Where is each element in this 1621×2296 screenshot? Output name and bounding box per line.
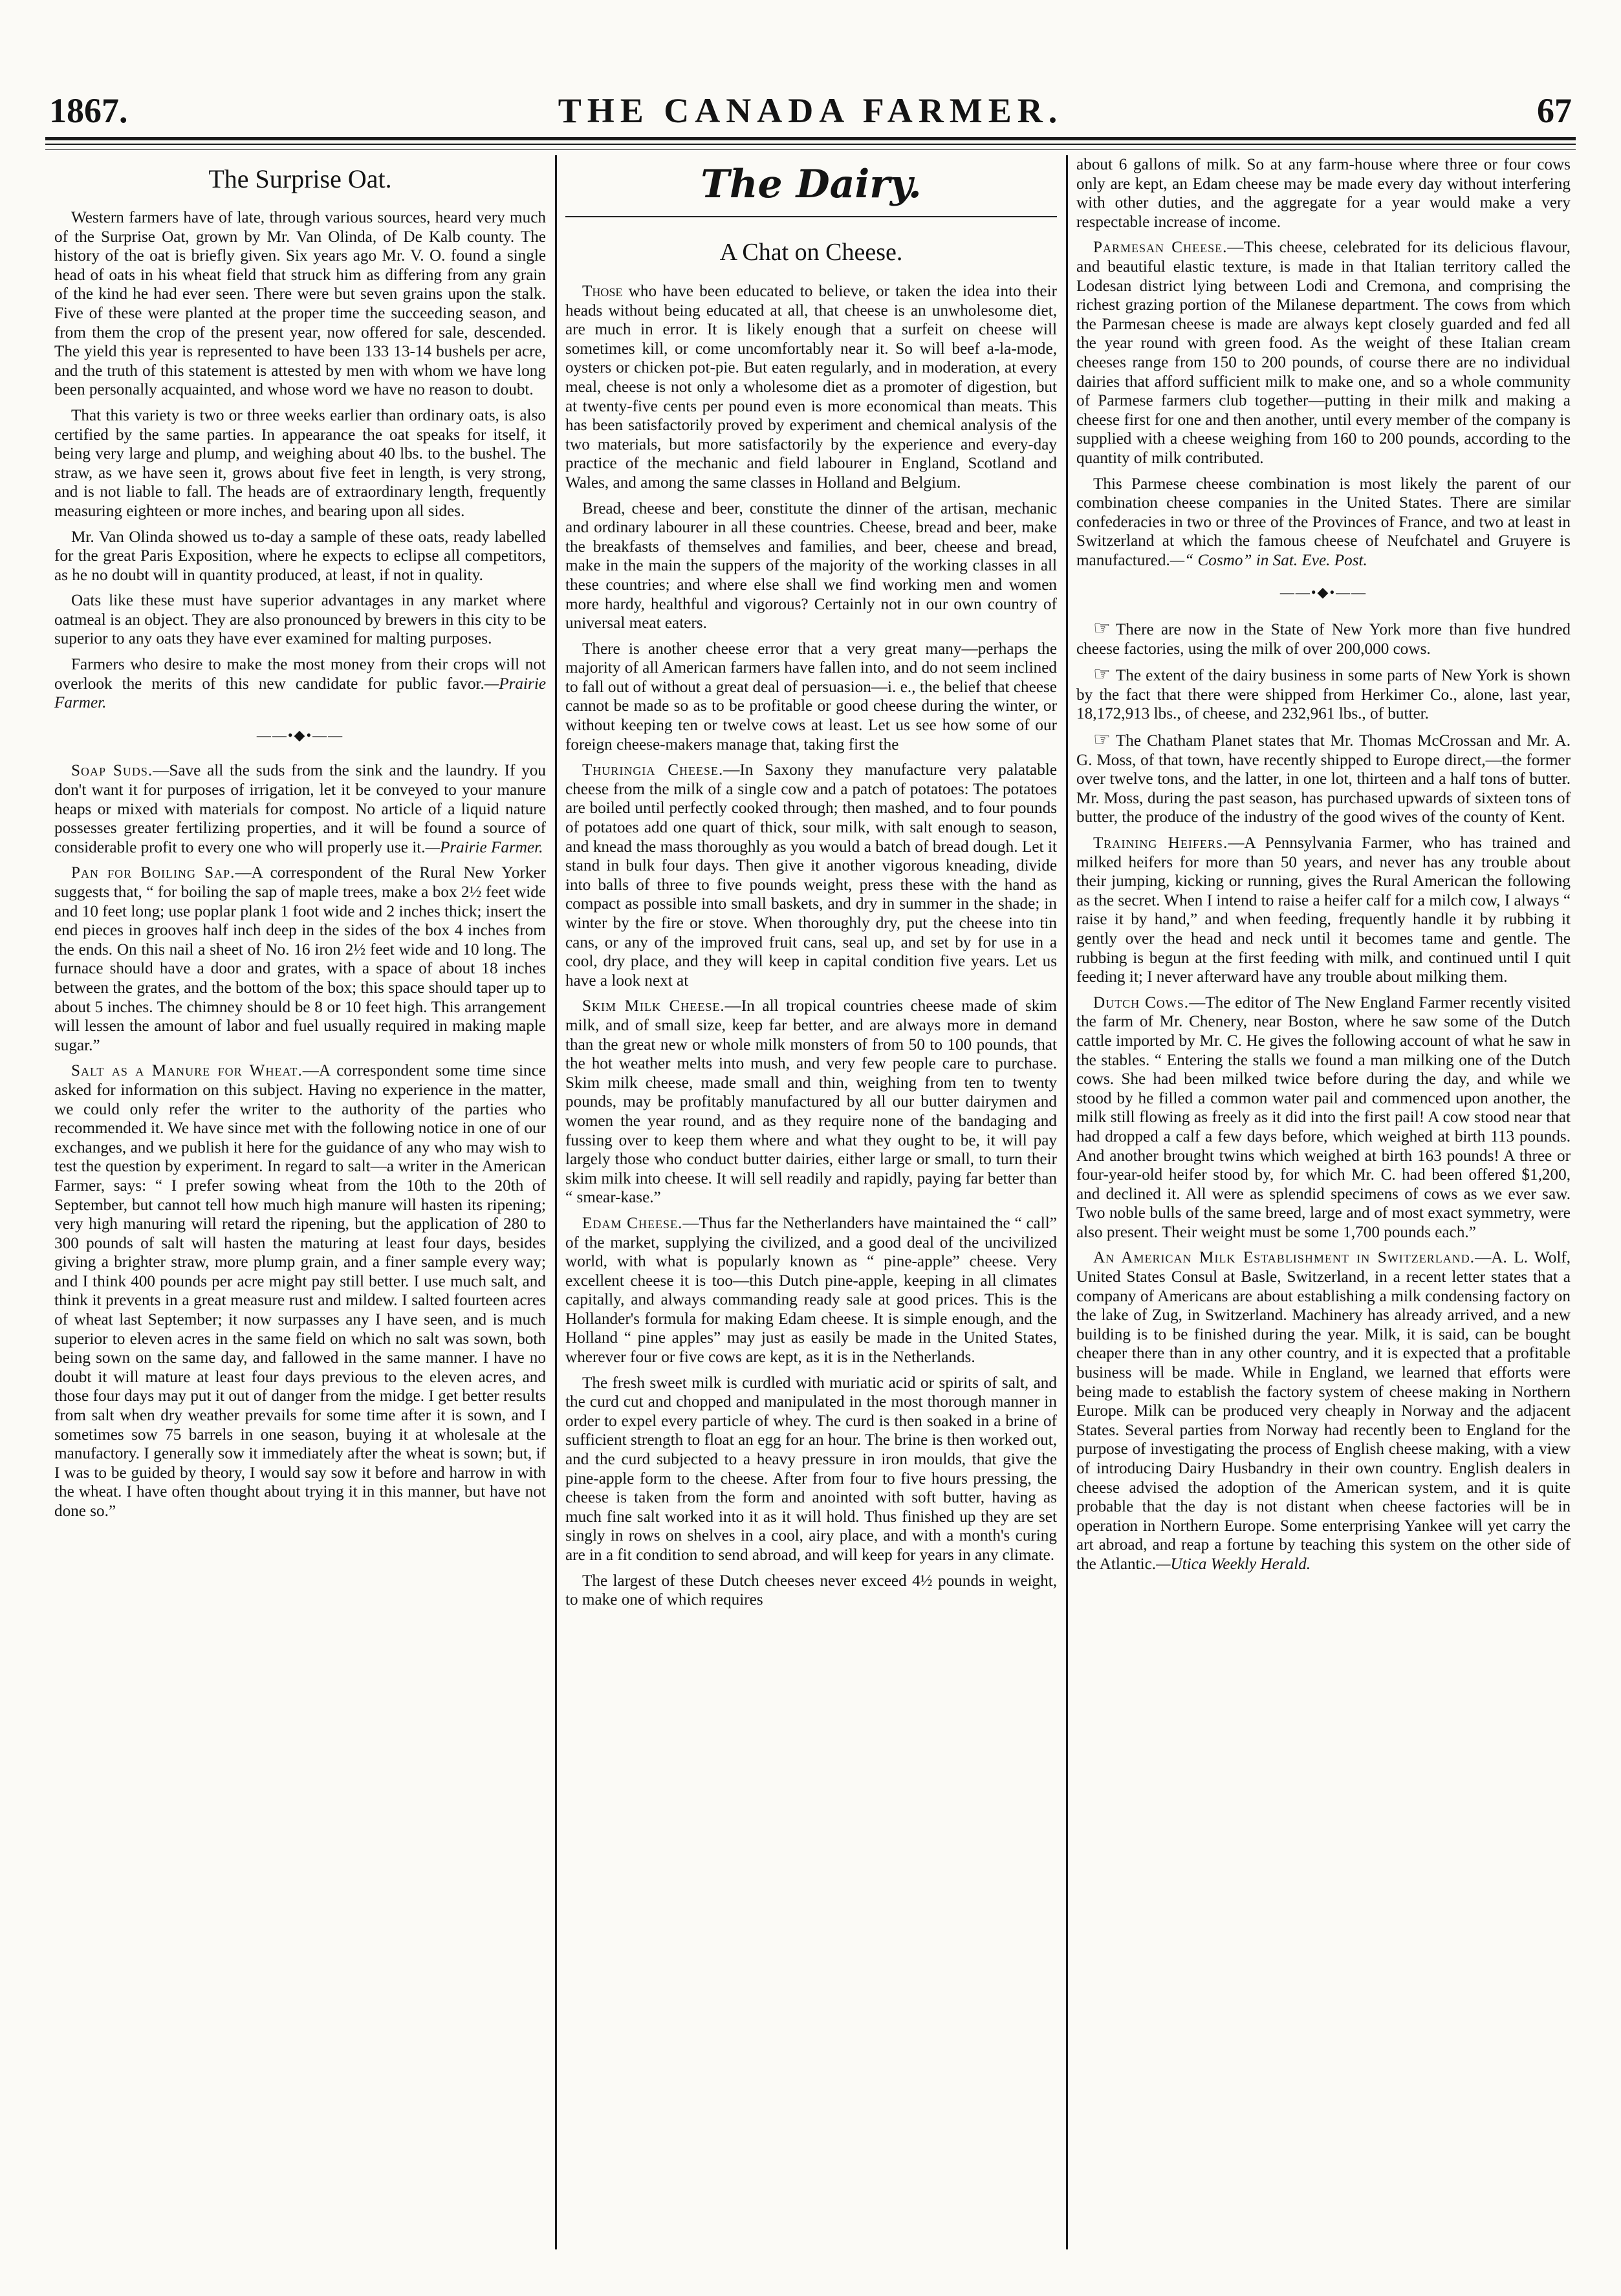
source-signature: —Prairie Farmer. — [54, 675, 546, 712]
salt-manure-paragraph — [54, 1061, 546, 1521]
pointing-hand-icon: ☞ — [1093, 664, 1111, 686]
article-heading-surprise-oat: The Surprise Oat. — [208, 164, 392, 193]
largest-cheese-paragraph: The largest of these Dutch cheeses never exceed 4½ pounds in weight, to make one of which requires — [565, 1572, 1057, 1609]
masthead-year: 1867. — [49, 91, 128, 130]
masthead-page-number: 67 — [1537, 91, 1572, 130]
surprise-oat-paragraph-5 — [54, 655, 546, 713]
surprise-oat-paragraph-3: Mr. Van Olinda showed us to-day a sample of these oats, ready labelled for the great Paris Exposition, where he expects to eclipse all competitors, as he no doubt will in quantity produced, at least, if not in quality. — [54, 528, 546, 584]
article-heading-chat-on-cheese: A Chat on Cheese. — [719, 239, 903, 266]
surprise-oat-paragraph-2: That this variety is two or three weeks earlier than ordinary oats, is also certified by the same parties. In appearance the oat speaks for itself, it being very large and plump, and weighing about 40 lbs. to the bushel. The straw, as we have seen it, grows about five feet in length, is very strong, and is not liable to fall. The heads are of extraordinary length, frequently measuring eighteen or more inches, and bearing upon all sides. — [54, 406, 546, 520]
dutch-cows-paragraph — [1076, 993, 1571, 1242]
cheese-paragraph-3: There is another cheese error that a very great many—perhaps the majority of all American farmers have fallen into, and do not seem inclined to fall out of without a great deal of persuasion—i. e., the belief that cheese cannot be made so as to be profitable or good cheese during the winter, or without keeping ten or twelve cows at least. Let us see how some of our foreign cheese-makers manage that, taking first the — [565, 640, 1057, 753]
source-signature: —Utica Weekly Herald. — [1156, 1555, 1311, 1573]
source-signature: —“ Cosmo” in Sat. Eve. Post. — [1170, 551, 1367, 569]
note-herkimer-shipments — [1076, 665, 1571, 724]
pointing-hand-icon: ☞ — [1093, 729, 1111, 751]
soap-suds-paragraph — [54, 761, 546, 857]
swiss-milk-establishment-paragraph — [1076, 1248, 1571, 1574]
parmese-combination-text: This Parmese cheese combination is most likely the parent of our combination cheese companies in the United States. There are similar confederacies in two or three of the Provinces of France, and two at least in Switzerland at which the famous cheese of Neufchatel and Gruyere is manufactured. — [1076, 475, 1571, 569]
edam-continuation-paragraph: about 6 gallons of milk. So at any farm-house where three or four cows only are kept, an Edam cheese may be made every day without interfering with other duties, and the aggregate for a year would make a very respectable increase of income. — [1076, 156, 1571, 231]
note-new-york-factories — [1076, 619, 1571, 658]
edam-cheese-lead: Edam Cheese. — [582, 1214, 683, 1232]
source-signature: —Prairie Farmer. — [425, 838, 543, 856]
fresh-milk-paragraph: The fresh sweet milk is curdled with muriatic acid or spirits of salt, and the curd cut and chopped and manipulated in the most thorough manner in order to expel every particle of whey. The curd is then soaked in a brine of sufficient strength to float an egg for an hour. The brine is then worked out, and the curd subjected to a heavy pressure in iron moulds, that give the pine-apple form to the cheese. After from four to five hours pressing, the cheese is taken from the form and anointed with soft butter, having as much fine salt worked into it as it will hold. Thus finished up they are set singly in rows on shelves in a cool, airy place, and with a month's curing are in a fit condition to send abroad, and will keep for years in any climate. — [565, 1374, 1057, 1564]
thuringia-cheese-lead: Thuringia Cheese. — [582, 761, 724, 779]
column-divider-1 — [555, 155, 557, 2249]
swiss-milk-establishment-lead: An American Milk Establishment in Switzerland. — [1093, 1249, 1475, 1267]
surprise-oat-paragraph-4: Oats like these must have superior advantages in any market where oatmeal is an object. They are also pronounced by brewers in this city to be superior to any oats they have ever examined for malting purposes. — [54, 592, 546, 648]
section-ornament: ——•◆•—— — [256, 726, 344, 743]
skim-milk-cheese-lead: Skim Milk Cheese. — [582, 997, 725, 1015]
cheese-paragraph-1 — [565, 282, 1057, 493]
masthead-rule-thin-lower — [45, 149, 1576, 150]
section-ornament: ——•◆•—— — [1279, 584, 1367, 601]
training-heifers-text: —A Pennsylvania Farmer, who has trained and milked heifers for more than 50 years, and never has any trouble about their jumping, kicking or running, gives the Rural American the following as the secret. When I intend to raise a heifer calf for a milch cow, I always “ raise it by hand,” and when feeding, frequently handle it by rubbing it gently over the head and neck until it becomes tame and gentle. The rubbing is begun at the first feeding with milk, and continued until I quit feeding it; I never afterward have any trouble about milking them. — [1076, 834, 1571, 986]
swiss-milk-establishment-text: —A. L. Wolf, United States Consul at Basle, Switzerland, in a recent letter states that a company of Americans are about establishing a milk condensing factory on the lake of Zug, in Switzerland. Machinery has already arrived, and a new building is to be finished during the year. Milk, it is said, can be bought cheaper there than in any other country, and it is expected that a profitable business will be made. While in England, we learned that efforts were being made to establish the factory system of cheese making in Northern Europe. Milk can be produced very cheaply in Norway and the adjacent States. Several parties from Norway had recently been to England for the purpose of investigating the process of English cheese making, with a view of introducing Dairy Husbandry in their own country. English dealers in cheese advised the adoption of the American system, and it is quite probable that the day is not distant when cheese factories will be in operation in Northern Europe. Some enterprising Yankee will yet carry the art abroad, and reap a fortune by teaching this system on the other side of the Atlantic. — [1076, 1249, 1571, 1573]
department-rule — [565, 216, 1057, 217]
surprise-oat-paragraph-5-text: Farmers who desire to make the most money from their crops will not overlook the merits of this new candidate for public favor. — [54, 656, 546, 693]
surprise-oat-paragraph-1: Western farmers have of late, through various sources, heard very much of the Surprise Oat, grown by Mr. Van Olinda, of De Kalb county. The history of the oat is briefly given. Six years ago Mr. V. O. found a single head of oats in his wheat field that struck him as differing from any grain of the kind he had ever seen. There were but seven grains upon the stalk. Five of these were planted at the proper time the succeeding season, and from them the crop of the present year, now offered for sale, descended. The yield this year is represented to have been 133 13-14 bushels per acre, and the truth of this statement is attested by men with whom we have long been personally acquainted, and whose word we have no reason to doubt. — [54, 209, 546, 399]
masthead — [45, 88, 1576, 133]
dutch-cows-text: —The editor of The New England Farmer recently visited the farm of Mr. Chenery, near Boston, where he saw some of the Dutch cattle imported by Mr. C. He gives the following account of what he saw in the stables. “ Entering the stalls we found a man milking one of the Dutch cows. She had been milked twice before during the day, and while we stood by he filled a common water pail and commenced upon another, the milk still flowing as freely as it did into the first pail! A cow stood near that had dropped a calf a few days before, which weighed at birth 113 pounds. And another brought twins which weighed at birth 163 pounds! A three or four-year-old heifer stood by, for which Mr. C. had been offered $1,200, and declined it. All were as splendid specimens of cows as we ever saw. Two noble bulls of the same breed, large and of most exact symmetry, were also present. Their weight must be some 1,700 pounds each.” — [1076, 993, 1571, 1241]
training-heifers-lead: Training Heifers. — [1093, 834, 1228, 852]
parmese-combination-paragraph — [1076, 475, 1571, 570]
cheese-paragraph-2: Bread, cheese and beer, constitute the dinner of the artisan, mechanic and ordinary labourer in all these countries. Cheese, bread and beer, make the breakfasts of themselves and families, and beer, cheese and bread, make in the main the suppers of the majority of the working classes in all these countries; and where else shall we find working men and women more hardy, healthful and vigorous? Certainly not in our own country of universal meat eaters. — [565, 499, 1057, 633]
pan-boiling-sap-paragraph — [54, 863, 546, 1055]
thuringia-cheese-text: —In Saxony they manufacture very palatable cheese from the milk of a single cow and a patch of potatoes: The potatoes are boiled until perfectly cooked through; then mashed, and to four pounds of potatoes add one quart of thick, sour milk, with salt enough to season, and knead the mass thoroughly as you would a batch of bread dough. Let it stand in bulk four days. Then give it another vigorous kneading, divide into balls of three to five pounds weight, press these with the hand as compact as possible into small baskets, and dry in summer in the shade; in winter by the fire or stove. When thoroughly dry, put the cheese into tin cans, or any of the improved fruit cans, seal up, and set by for use in a cool, dry place, and they will keep in capital condition five years. Let us have a look next at — [565, 761, 1057, 990]
soap-suds-text: —Save all the suds from the sink and the laundry. If you don't want it for purposes of irrigation, let it be conveyed to your manure heaps or mixed with materials for compost. No article of a liquid nature possesses greater fertilizing properties, and it will be found a source of considerable profit to every one who will properly use it. — [54, 762, 546, 856]
soap-suds-lead: Soap Suds. — [71, 762, 153, 780]
pan-boiling-sap-lead: Pan for Boiling Sap. — [71, 864, 235, 882]
masthead-title: THE CANADA FARMER. — [558, 91, 1063, 130]
edam-cheese-text: —Thus far the Netherlanders have maintained the “ call” of the market, supplying the civilized, and a good deal of the uncivilized world, with what is popularly known as “ pine-apple” cheese. Very excellent cheese it is too—this Dutch pine-apple, keeping in all climates capitally, and always commanding ready sale at good prices. This is the Hollander's formula for making Edam cheese. It is simple enough, and the Holland “ pine apples” may just as easily be made in the United States, wherever four or five cows are kept, as it is in the Netherlands. — [565, 1214, 1057, 1367]
column-divider-2 — [1066, 155, 1068, 2249]
dutch-cows-lead: Dutch Cows. — [1093, 993, 1190, 1012]
edam-cheese-paragraph — [565, 1214, 1057, 1367]
note-new-york-factories-text: There are now in the State of New York more than five hundred cheese factories, using the milk of over 200,000 cows. — [1076, 621, 1571, 658]
note-herkimer-shipments-text: The extent of the dairy business in some parts of New York is shown by the fact that there were shipped from Herkimer Co., alone, last year, 18,172,913 lbs., of cheese, and 232,961 lbs., of butter. — [1076, 667, 1571, 723]
column-right — [1076, 155, 1571, 2251]
skim-milk-cheese-paragraph — [565, 997, 1057, 1208]
skim-milk-cheese-text: —In all tropical countries cheese made of skim milk, and of small size, keep far better, and are always more in demand than the great new or whole milk monsters of from 50 to 100 pounds, that the hot weather melts into mush, and very few people care to purchase. Skim milk cheese, made small and thin, weighing from ten to twenty pounds, may be profitably manufactured by all our butter dairymen and women the year round, and as they require none of the bandaging and fussing over to keep them where and what they ought to be, it will pay largely those who conduct butter dairies, either large or small, to turn their skim milk into cheese. It will sell readily and rapidly, paying far better than “ smear-kase.” — [565, 997, 1057, 1207]
parmesan-cheese-paragraph — [1076, 238, 1571, 468]
note-chatham-planet-text: The Chatham Planet states that Mr. Thomas McCrossan and Mr. A. G. Moss, of that town, have recently shipped to Europe direct,—the former over twelve tons, and the latter, in one lot, thirteen and a half tons of butter. Mr. Moss, during the past season, has purchased upwards of sixteen tons of butter, the produce of the industry of the good wives of the county of Kent. — [1076, 732, 1571, 827]
department-title-dairy: The Dairy. — [701, 162, 922, 207]
salt-manure-lead: Salt as a Manure for Wheat. — [71, 1062, 303, 1080]
cheese-paragraph-1-lead: Those — [582, 283, 623, 300]
masthead-rule-thin — [45, 144, 1576, 145]
pointing-hand-icon: ☞ — [1093, 618, 1111, 640]
note-chatham-planet — [1076, 730, 1571, 827]
salt-manure-text: —A correspondent some time since asked for information on this subject. Having no experience in the matter, we could only refer the writer to the authority of the parties who recommended it. We have since met with the following notice in one of our exchanges, and we publish it here for the guidance of any who may wish to test the question by experiment. In regard to salt—a writer in the American Farmer, says: “ I prefer sowing wheat from the 10th to the 20th of September, but cannot tell how much high manure will hasten its ripening; very high manuring will retard the ripening, but the application of 280 to 300 pounds of salt will hasten the maturing at least four days, besides giving a brighter straw, more plump grain, and a finer sample every way; and I think 400 pounds per acre might pay still better. I use much salt, and think it prevents in a great measure rust and mildew. I salted fourteen acres of wheat last September; it now surpasses any I have seen, and is much superior to eleven acres in the same field on which no salt was sown, both being sown on the same day, and fallowed in the same manner. I have no doubt it will mature at least four days previous to the eleven acres, and those four days may put it out of danger from the midge. I get better results from salt when dry weather prevails for some time after it is sown, and I sometimes sow 75 barrels in one season, buying it at wholesale at the manufactory. I generally sow it immediately after the wheat is sown; but, if I was to be guided by theory, I would say sow it before and harrow in with the wheat. I have often thought about trying it in this manner, but have not done so.” — [54, 1062, 546, 1520]
pan-boiling-sap-text: —A correspondent of the Rural New Yorker suggests that, “ for boiling the sap of maple trees, make a box 2½ feet wide and 10 feet long; use poplar plank 1 foot wide and 2 inches thick; insert the end pieces in grooves half inch deep in the sides of the box 4 inches from the ends. On this nail a sheet of No. 16 iron 2½ feet wide and 10 long. The furnace should have a door and grates, with a space of about 18 inches between the grates, and the bottom of the box; this space should taper up to about 5 inches. The chimney should be 8 or 10 feet high. This arrangement will lessen the amount of labor and fuel usually required in making maple sugar.” — [54, 864, 546, 1054]
column-middle — [565, 155, 1057, 2251]
cheese-paragraph-1-text: who have been educated to believe, or taken the idea into their heads without being educated at all, that cheese is an unwholesome diet, are much in error. It is likely enough that a surfeit on cheese will sometimes kill, or come uncomfortably near it. So will beef a-la-mode, oysters or chicken pot-pie. But eaten regularly, and in moderation, at every meal, cheese is not only a wholesome diet as a promoter of digestion, but at twenty-five cents per pound even is more economical than meats. This has been satisfactorily proved by experiment and chemical analysis of the two materials, but more satisfactorily by the experience and every-day practice of the mechanic and field labourer in England, Scotland and Wales, and among the same classes in Holland and Belgium. — [565, 283, 1057, 492]
column-left — [54, 155, 546, 2251]
training-heifers-paragraph — [1076, 834, 1571, 987]
parmesan-cheese-text: —This cheese, celebrated for its delicious flavour, and beautiful elastic texture, is made in that Italian territory called the Lodesan district lying between Lodi and Cremona, and comprising the richest grazing portion of the Milanese department. The cows from which the Parmesan cheese is made are always kept closely guarded and fed all the year round with green food. As the weight of these Italian cream cheeses range from 150 to 200 pounds, of course there are no individual dairies that afford sufficient milk to make one, and so a whole community of Parmese farmers club together—putting in their milk and making a cheese first for one and then another, until every member of the company is supplied with a cheese weighing from 160 to 200 pounds, according to the quantity of milk contributed. — [1076, 239, 1571, 467]
parmesan-cheese-lead: Parmesan Cheese. — [1093, 239, 1228, 257]
thuringia-cheese-paragraph — [565, 761, 1057, 990]
masthead-rule-thick — [45, 137, 1576, 140]
